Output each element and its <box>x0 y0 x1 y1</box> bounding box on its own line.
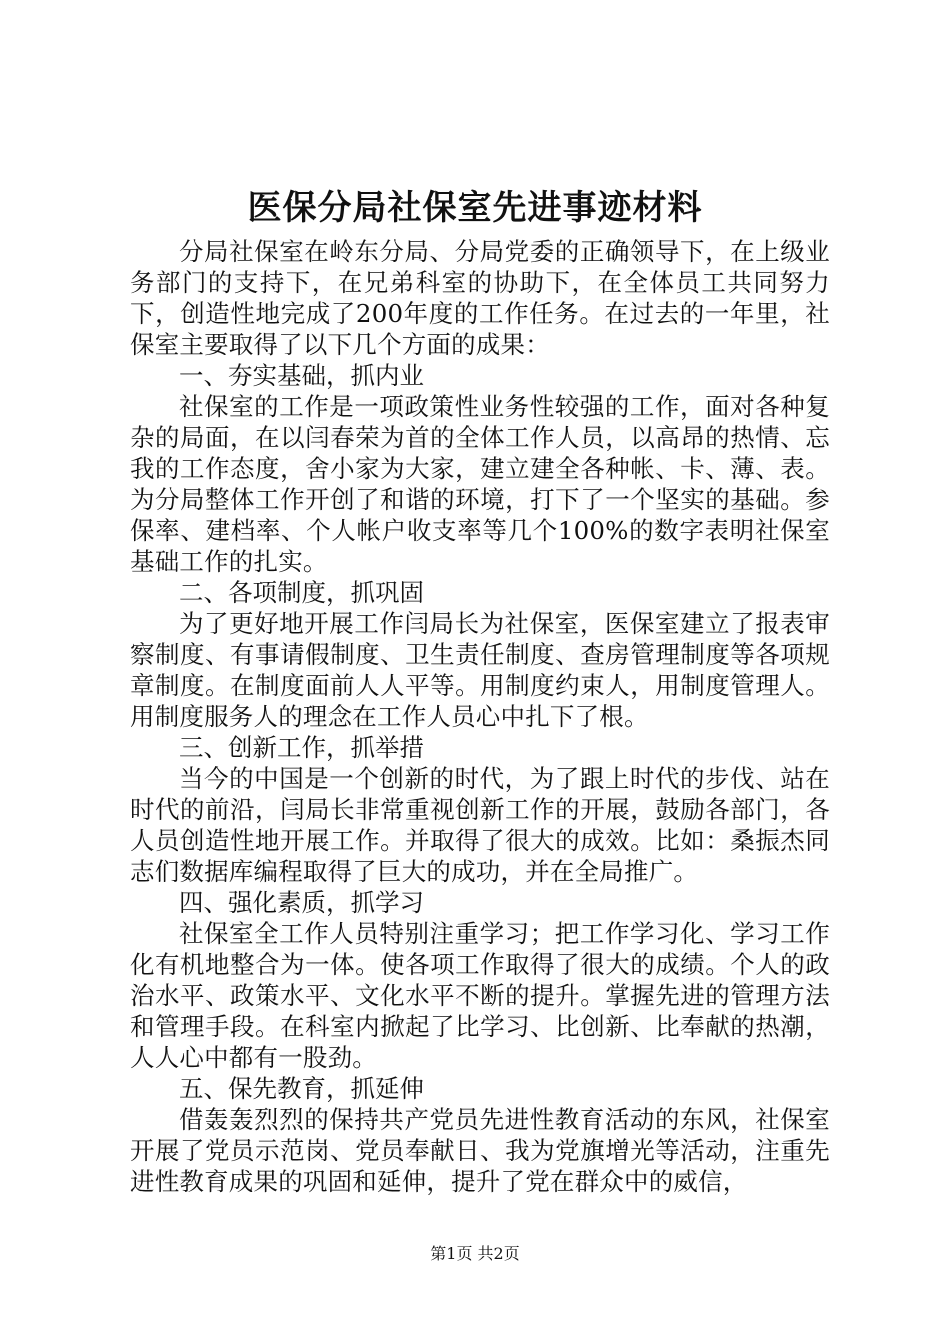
section-heading-1: 一、夯实基础，抓内业 <box>179 361 424 390</box>
intro-paragraph: 分局社保室在岭东分局、分局党委的正确领导下，在上级业务部门的支持下，在兄弟科室的协助下，在全体员工共同努力下，创造性地完成了200年度的工作任务。在过去的一年里，社保室主要取得了以下几个方面的成果： <box>130 237 830 359</box>
section-heading-5: 五、保先教育，抓延伸 <box>179 1074 424 1103</box>
document-body <box>130 236 830 1197</box>
section-paragraph-1: 社保室的工作是一项政策性业务性较强的工作，面对各种复杂的局面，在以闫春荣为首的全体工作人员，以高昂的热情、忘我的工作态度，舍小家为大家，建立建全各种帐、卡、薄、表。为分局整体工作开创了和谐的环境，打下了一个坚实的基础。参保率、建档率、个人帐户收支率等几个100%的数字表明社保室基础工作的扎实。 <box>130 392 830 576</box>
page-title: 医保分局社保室先进事迹材料 <box>247 188 703 228</box>
section-paragraph-4: 社保室全工作人员特别注重学习；把工作学习化、学习工作化有机地整合为一体。使各项工作取得了很大的成绩。个人的政治水平、政策水平、文化水平不断的提升。掌握先进的管理方法和管理手段。在科室内掀起了比学习、比创新、比奉献的热潮，人人心中都有一股劲。 <box>130 919 830 1072</box>
section-paragraph-2: 为了更好地开展工作闫局长为社保室，医保室建立了报表审察制度、有事请假制度、卫生责任制度、查房管理制度等各项规章制度。在制度面前人人平等。用制度约束人，用制度管理人。用制度服务人的理念在工作人员心中扎下了根。 <box>130 609 830 731</box>
section-heading-4: 四、强化素质，抓学习 <box>179 888 424 917</box>
section-heading-2: 二、各项制度，抓巩固 <box>179 578 424 607</box>
section-heading-3: 三、创新工作，抓举措 <box>179 733 424 762</box>
page-footer: 第1页 共2页 <box>430 1244 520 1263</box>
section-paragraph-5: 借轰轰烈烈的保持共产党员先进性教育活动的东风，社保室开展了党员示范岗、党员奉献日、我为党旗增光等活动，注重先进性教育成果的巩固和延伸，提升了党在群众中的威信， <box>130 1105 830 1196</box>
section-paragraph-3: 当今的中国是一个创新的时代，为了跟上时代的步伐、站在时代的前沿，闫局长非常重视创新工作的开展，鼓励各部门，各人员创造性地开展工作。并取得了很大的成效。比如：桑振杰同志们数据库编程取得了巨大的成功，并在全局推广。 <box>130 764 830 886</box>
